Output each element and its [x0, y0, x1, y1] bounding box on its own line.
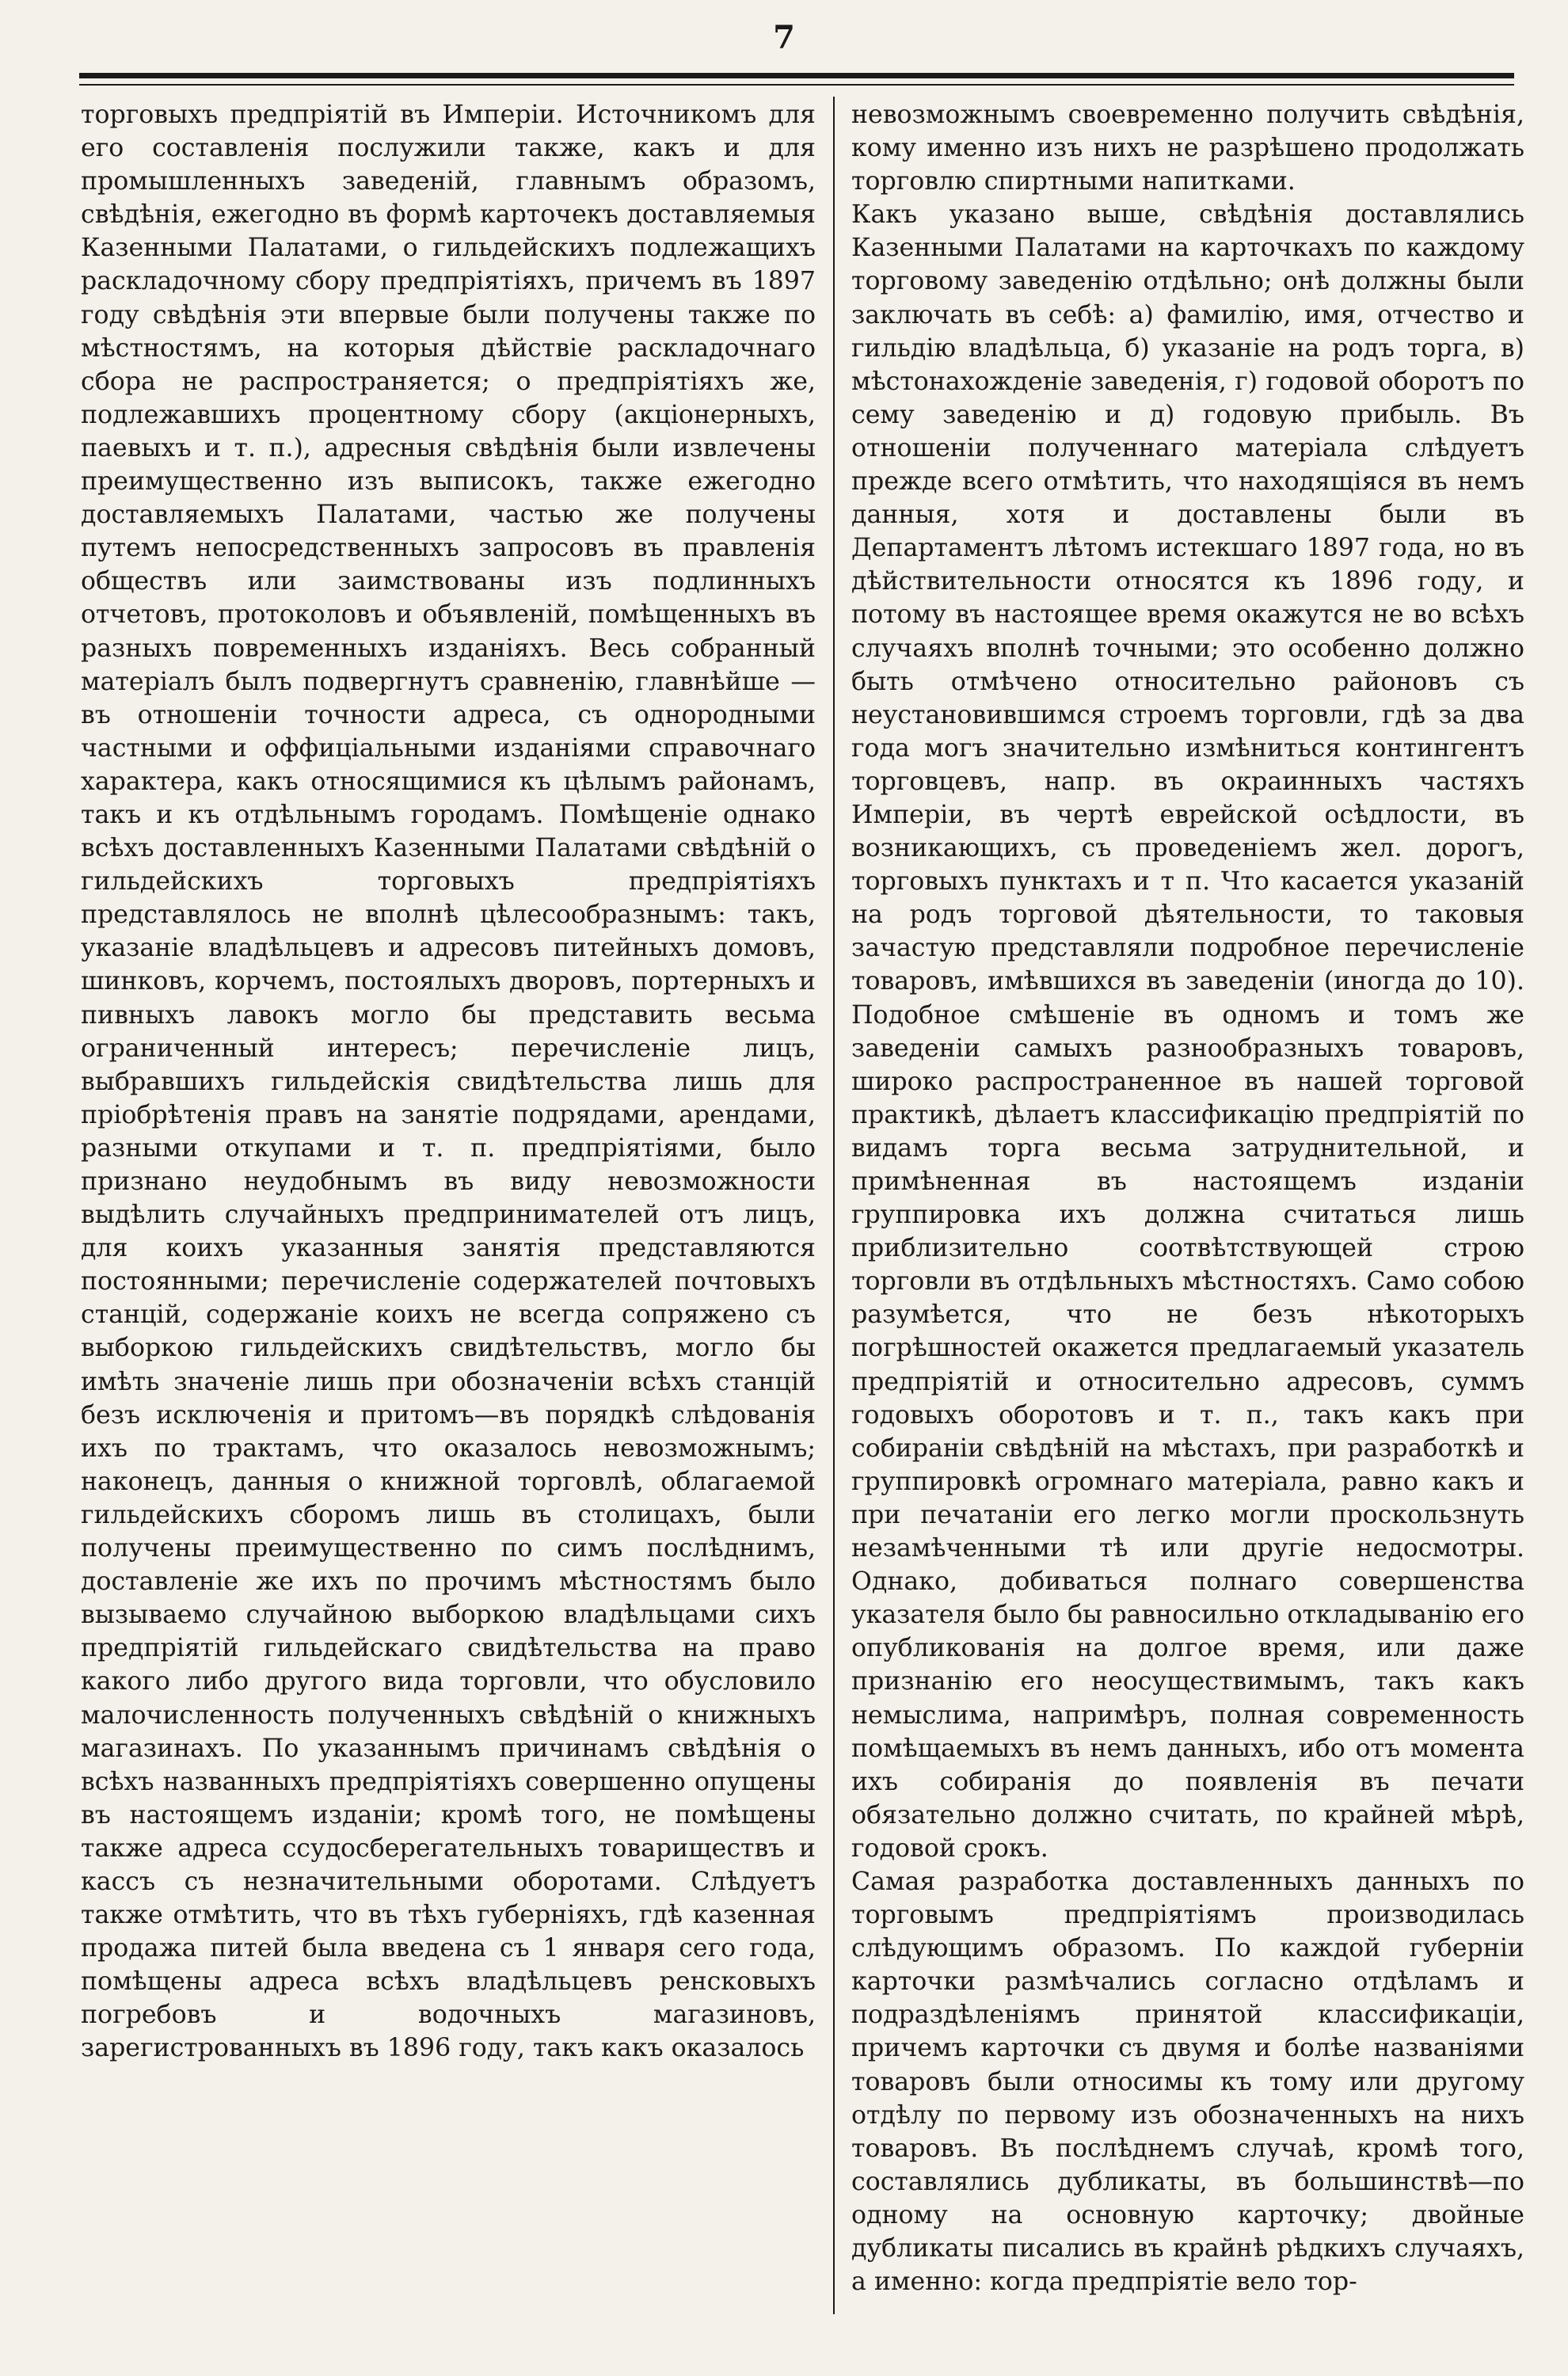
column-divider: [833, 97, 835, 2314]
left-paragraph: торговыхъ предпріятій въ Имперіи. Источникомъ для его составленія послужили также, какъ и для промышленныхъ заведеній, главнымъ образомъ, свѣдѣнія, ежегодно въ формѣ карточекъ доставляемыя Казенными Палатами, о гильдейскихъ подлежащихъ раскладочному сбору предпріятіяхъ, причемъ въ 1897 году свѣдѣнія эти впервые были получены также по мѣстностямъ, на которыя дѣйствіе раскладочнаго сбора не распространяется; о предпріятіяхъ же, подлежавшихъ процентному сбору (акціонерныхъ, паевыхъ и т. п.), адресныя свѣдѣнія были извлечены преимущественно изъ выписокъ, также ежегодно доставляемыхъ Палатами, частью же получены путемъ непосредственныхъ запросовъ въ правленія обществъ или заимствованы изъ подлинныхъ отчетовъ, протоколовъ и объявленій, помѣщенныхъ въ разныхъ повременныхъ изданіяхъ. Весь собранный матеріалъ былъ подвергнутъ сравненію, главнѣйше — въ отношеніи точности адреса, съ однородными частными и оффиціальными изданіями справочнаго характера, какъ относящимися къ цѣлымъ районамъ, такъ и къ отдѣльнымъ городамъ. Помѣщеніе однако всѣхъ доставленныхъ Казенными Палатами свѣдѣній о гильдейскихъ торговыхъ предпріятіяхъ представлялось не вполнѣ цѣлесообразнымъ: такъ, указаніе владѣльцевъ и адресовъ питейныхъ домовъ, шинковъ, корчемъ, постоялыхъ дворовъ, портерныхъ и пивныхъ лавокъ могло бы представить весьма ограниченный интересъ; перечисленіе лицъ, выбравшихъ гильдейскія свидѣтельства лишь для пріобрѣтенія правъ на занятіе подрядами, арендами, разными откупами и т. п. предпріятіями, было признано неудобнымъ въ виду невозможности выдѣлить случайныхъ предпринимателей отъ лицъ, для коихъ указанныя занятія представляются постоянными; перечисленіе содержателей почтовыхъ станцій, содержаніе коихъ не всегда сопряжено съ выборкою гильдейскихъ свидѣтельствъ, могло бы имѣть значеніе лишь при обозначеніи всѣхъ станцій безъ исключенія и притомъ—въ порядкѣ слѣдованія ихъ по трактамъ, что оказалось невозможнымъ; наконецъ, данныя о книжной торговлѣ, облагаемой гильдейскихъ сборомъ лишь въ столицахъ, были получены преимущественно по симъ послѣднимъ, доставленіе же ихъ по прочимъ мѣстностямъ было вызываемо случайною выборкою владѣльцами сихъ предпріятій гильдейскаго свидѣтельства на право какого либо другого вида торговли, что обусловило малочисленность полученныхъ свѣдѣній о книжныхъ магазинахъ. По указаннымъ причинамъ свѣдѣнія о всѣхъ названныхъ предпріятіяхъ совершенно опущены въ настоящемъ изданіи; кромѣ того, не помѣщены также адреса ссудосберегательныхъ товариществъ и кассъ съ незначительными оборотами. Слѣдуетъ также отмѣтить, что въ тѣхъ губерніяхъ, гдѣ казенная продажа питей была введена съ 1 января сего года, помѣщены адреса всѣхъ владѣльцевъ ренсковыхъ погребовъ и водочныхъ магазиновъ, зарегистрованныхъ въ 1896 году, такъ какъ оказалось: [81, 101, 816, 2063]
right-paragraph: невозможнымъ своевременно получить свѣдѣнія, кому именно изъ нихъ не разрѣшено продолжать торговлю спиртными напитками.: [851, 101, 1524, 196]
header-rule-thin: [79, 84, 1514, 86]
right-paragraph: Самая разработка доставленныхъ данныхъ по торговымъ предпріятіямъ производилась слѣдующимъ образомъ. По каждой губерніи карточки размѣчались согласно отдѣламъ и подраздѣленіямъ принятой классификаціи, причемъ карточки съ двумя и болѣе названіями товаровъ были относимы къ тому или другому отдѣлу по первому изъ обозначенныхъ на нихъ товаровъ. Въ послѣднемъ случаѣ, кромѣ того, составлялись дубликаты, въ большинствѣ—по одному на основную карточку; двойные дубликаты писались въ крайнѣ рѣдкихъ случаяхъ, а именно: когда предпріятіе вело тор-: [851, 1867, 1524, 2297]
header-rule-thick: [79, 73, 1514, 78]
left-column: [81, 98, 816, 2066]
right-column: [851, 98, 1524, 2298]
page-number: 7: [773, 19, 795, 56]
right-paragraph: Какъ указано выше, свѣдѣнія доставлялись Казенными Палатами на карточкахъ по каждому торговому заведенію отдѣльно; онѣ должны были заключать въ себѣ: а) фамилію, имя, отчество и гильдію владѣльца, б) указаніе на родъ торга, в) мѣстонахожденіе заведенія, г) годовой оборотъ по сему заведенію и д) годовую прибыль. Въ отношеніи полученнаго матеріала слѣдуетъ прежде всего отмѣтить, что находящіяся въ немъ данныя, хотя и доставлены были въ Департаментъ лѣтомъ истекшаго 1897 года, но въ дѣйствительности относятся къ 1896 году, и потому въ настоящее время окажутся не во всѣхъ случаяхъ вполнѣ точными; это особенно должно быть отмѣчено относительно районовъ съ неустановившимся строемъ торговли, гдѣ за два года могъ значительно измѣниться контингентъ торговцевъ, напр. въ окраинныхъ частяхъ Имперіи, въ чертѣ еврейской осѣдлости, въ возникающихъ, съ проведеніемъ жел. дорогъ, торговыхъ пунктахъ и т п. Что касается указаній на родъ торговой дѣятельности, то таковыя зачастую представляли подробное перечисленіе товаровъ, имѣвшихся въ заведеніи (иногда до 10). Подобное смѣшеніе въ одномъ и томъ же заведеніи самыхъ разнообразныхъ товаровъ, широко распространенное въ нашей торговой практикѣ, дѣлаетъ классификацію предпріятій по видамъ торга весьма затруднительной, и примѣненная въ настоящемъ изданіи группировка ихъ должна считаться лишь приблизительно соотвѣтствующей строю торговли въ отдѣльныхъ мѣстностяхъ. Само собою разумѣется, что не безъ нѣкоторыхъ погрѣшностей окажется предлагаемый указатель предпріятій и относительно адресовъ, суммъ годовыхъ оборотовъ и т. п., такъ какъ при собираніи свѣдѣній на мѣстахъ, при разработкѣ и группировкѣ огромнаго матеріала, равно какъ и при печатаніи его легко могли проскользнуть незамѣченными тѣ или другіе недосмотры. Однако, добиваться полнаго совершенства указателя было бы равносильно откладыванію его опубликованія на долгое время, или даже признанію его неосуществимымъ, такъ какъ немыслима, напримѣръ, полная современность помѣщаемыхъ въ немъ данныхъ, ибо отъ момента ихъ собиранія до появленія въ печати обязательно должно считать, по крайней мѣрѣ, годовой срокъ.: [851, 200, 1524, 1863]
